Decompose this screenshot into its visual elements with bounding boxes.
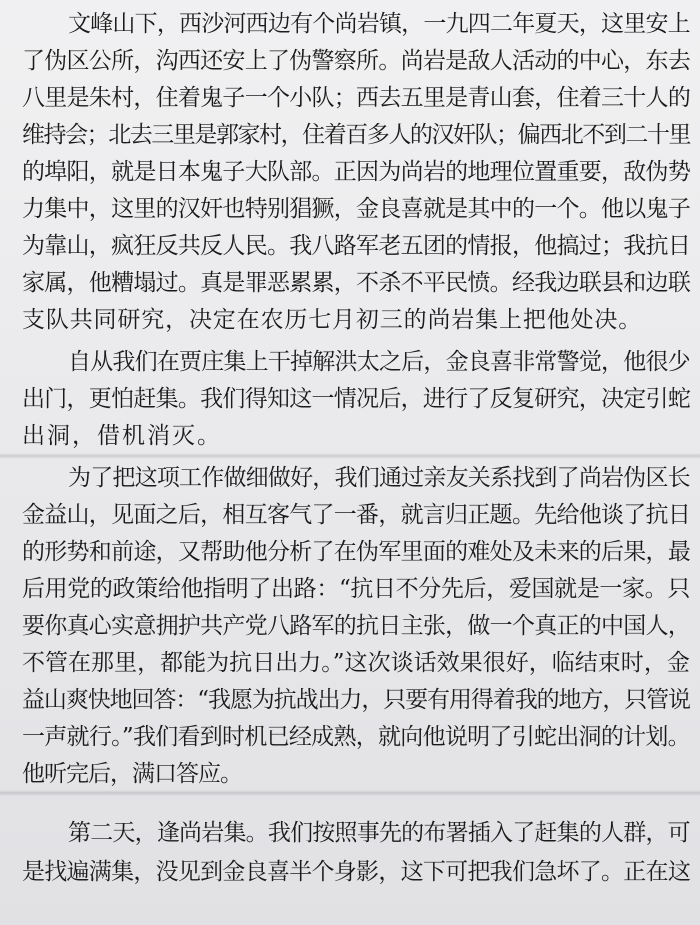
text-line: 家属，他糟塌过。真是罪恶累累，不杀不平民愤。经我边联县和边联 [22, 270, 691, 296]
text-line: 自从我们在贾庄集上干掉解洪太之后，金良喜非常警觉，他很少 [68, 349, 690, 375]
text-line: 出洞，借机消灭。 [22, 423, 222, 449]
text-line: 一声就行。”我们看到时机已经成熟，就向他说明了引蛇出洞的计划。 [22, 724, 690, 750]
text-line: 要你真心实意拥护共产党八路军的抗日主张，做一个真正的中国人， [22, 613, 691, 639]
text-line: 支队共同研究，决定在农历七月初三的尚岩集上把他处决。 [22, 307, 643, 333]
text-line: 是找遍满集，没见到金良喜半个身影，这下可把我们急坏了。正在这 [22, 859, 691, 885]
text-line: 第二天，逢尚岩集。我们按照事先的布署插入了赶集的人群，可 [68, 820, 690, 846]
text-line: 的埠阳，就是日本鬼子大队部。正因为尚岩的地理位置重要，敌伪势 [22, 159, 691, 185]
text-line: 金益山，见面之后，相互客气了一番，就言归正题。先给他谈了抗日 [22, 502, 691, 528]
text-line: 文峰山下，西沙河西边有个尚岩镇，一九四二年夏天，这里安上 [68, 11, 690, 37]
text-line: 为靠山，疯狂反共反人民。我八路军老五团的情报，他搞过；我抗日 [22, 233, 691, 259]
text-line: 八里是朱村，住着鬼子一个小队；西去五里是青山套，住着三十人的 [22, 85, 691, 111]
text-line: 维持会；北去三里是郭家村，住着百多人的汉奸队；偏西北不到二十里 [22, 122, 691, 148]
text-line: 为了把这项工作做细做好，我们通过亲友关系找到了尚岩伪区长 [68, 465, 690, 491]
text-line: 他听完后，满口答应。 [22, 761, 242, 787]
text-line: 不管在那里，都能为抗日出力。”这次谈话效果很好，临结束时，金 [22, 650, 690, 676]
paper-fold [0, 790, 700, 796]
text-line: 的形势和前途，又帮助他分析了在伪军里面的难处及未来的后果，最 [22, 539, 691, 565]
text-line: 出门，更怕赶集。我们得知这一情况后，进行了反复研究，决定引蛇 [22, 386, 691, 412]
text-line: 了伪区公所，沟西还安上了伪警察所。尚岩是敌人活动的中心，东去 [22, 48, 691, 74]
text-line: 后用党的政策给他指明了出路：“抗日不分先后，爱国就是一家。只 [22, 576, 690, 602]
text-line: 益山爽快地回答：“我愿为抗战出力，只要有用得着我的地方，只管说 [22, 687, 690, 713]
text-line: 力集中，这里的汉奸也特别猖獗，金良喜就是其中的一个。他以鬼子 [22, 196, 691, 222]
